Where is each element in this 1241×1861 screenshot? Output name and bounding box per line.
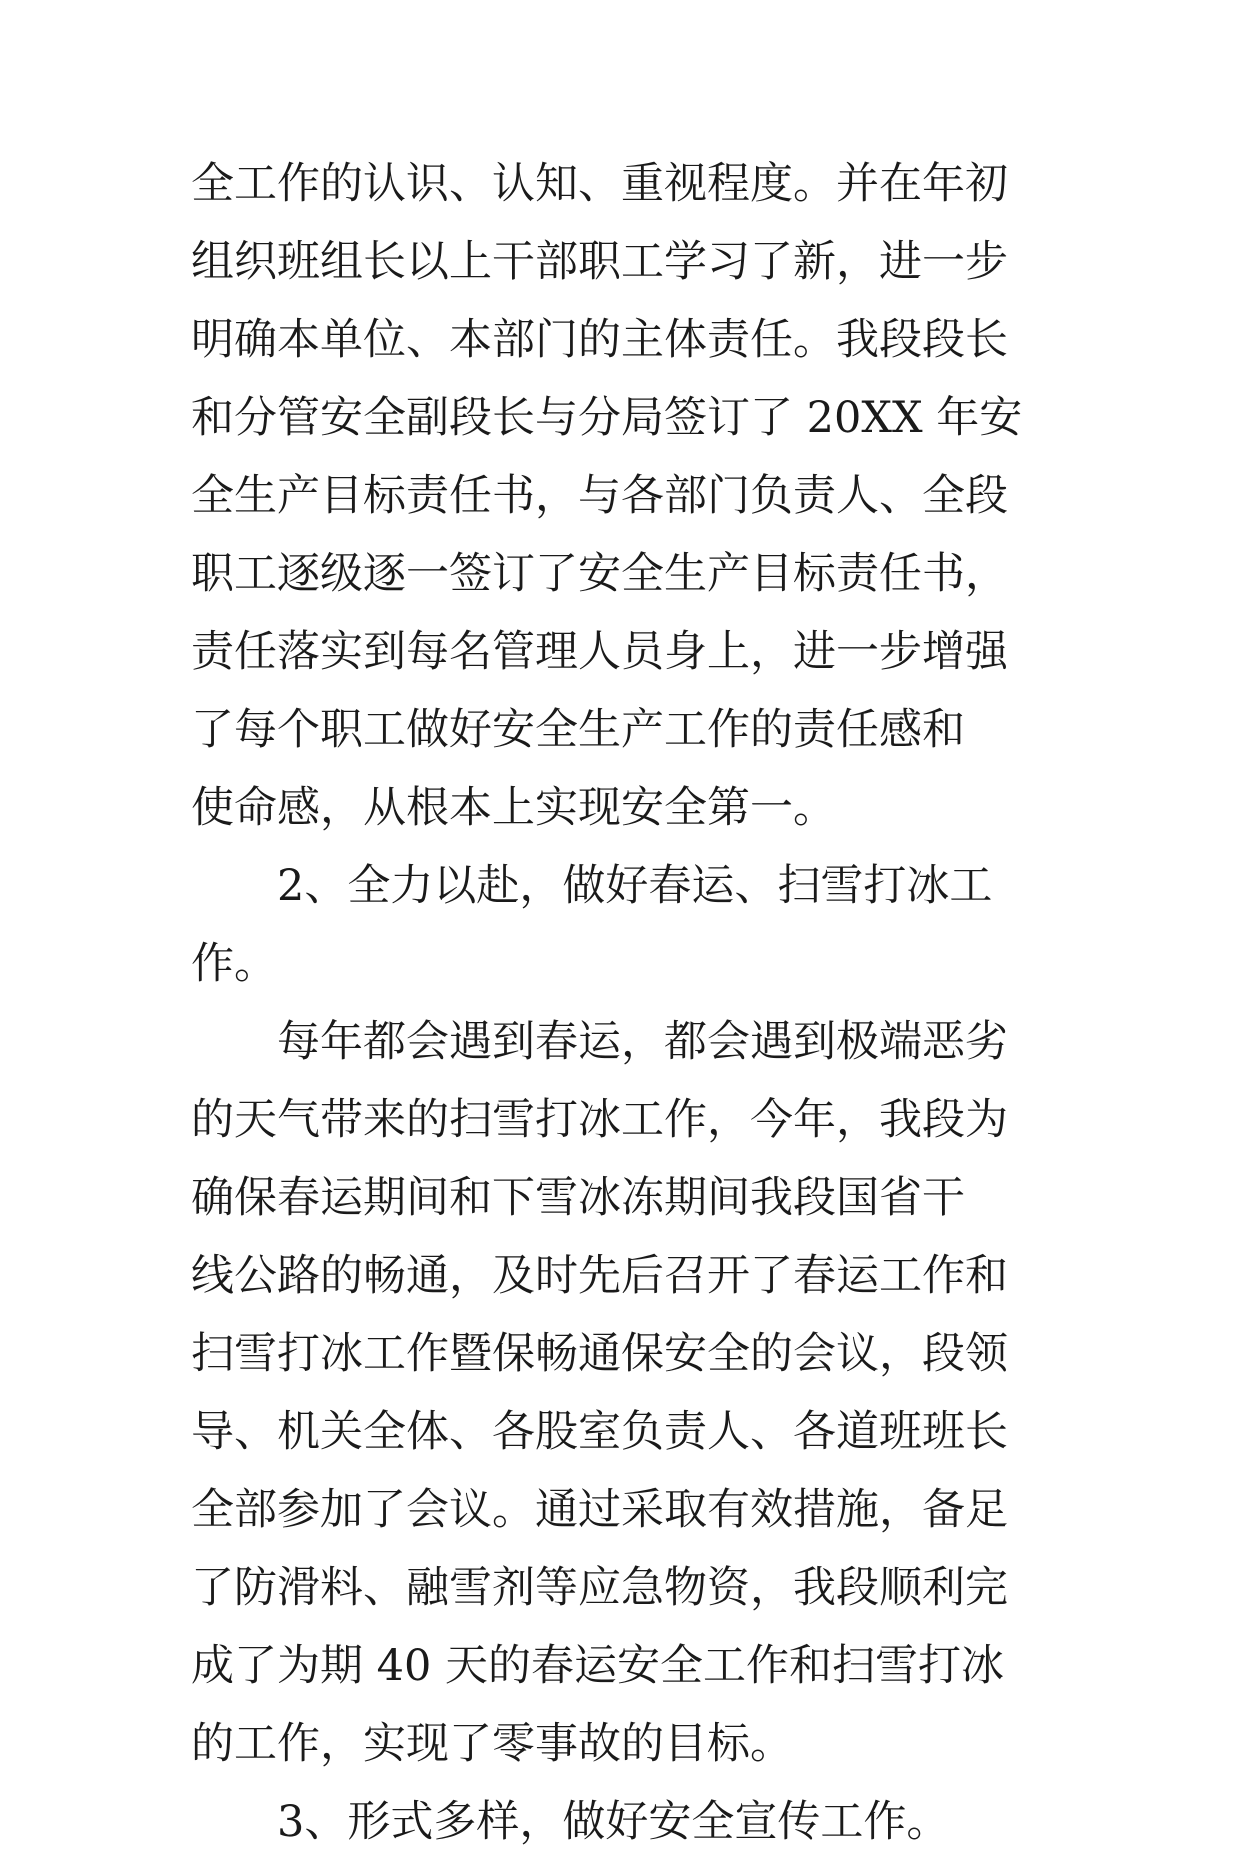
text-line: 全工作的认识、认知、重视程度。并在年初 (191, 159, 1008, 209)
text-line: 全生产目标责任书，与各部门负责人、全段 (191, 471, 1008, 521)
text-line: 成了为期 40 天的春运安全工作和扫雪打冰 (191, 1641, 1005, 1691)
text-line: 扫雪打冰工作暨保畅通保安全的会议，段领 (191, 1329, 1008, 1379)
text-line: 的天气带来的扫雪打冰工作，今年，我段为 (191, 1095, 1008, 1145)
text-line: 组织班组长以上干部职工学习了新，进一步 (191, 237, 1008, 287)
document-body (191, 145, 1071, 1861)
section-heading-2: 2、全力以赴，做好春运、扫雪打冰工 (277, 861, 993, 911)
paragraph-start: 每年都会遇到春运，都会遇到极端恶劣 (277, 1017, 1008, 1067)
text-line: 线公路的畅通，及时先后召开了春运工作和 (191, 1251, 1008, 1301)
text-line: 明确本单位、本部门的主体责任。我段段长 (191, 315, 1008, 365)
text-line: 使命感，从根本上实现安全第一。 (191, 783, 836, 833)
section-heading-3: 3、形式多样，做好安全宣传工作。 (277, 1797, 950, 1847)
text-line: 全部参加了会议。通过采取有效措施，备足 (191, 1485, 1008, 1535)
text-line: 和分管安全副段长与分局签订了 20XX 年安 (191, 393, 1023, 443)
text-line: 职工逐级逐一签订了安全生产目标责任书， (191, 549, 1008, 599)
text-line: 确保春运期间和下雪冰冻期间我段国省干 (191, 1173, 965, 1223)
text-line: 了每个职工做好安全生产工作的责任感和 (191, 705, 965, 755)
text-line: 的工作，实现了零事故的目标。 (191, 1719, 793, 1769)
text-line: 作。 (191, 939, 277, 989)
text-line: 导、机关全体、各股室负责人、各道班班长 (191, 1407, 1008, 1457)
text-line: 了防滑料、融雪剂等应急物资，我段顺利完 (191, 1563, 1008, 1613)
text-line: 责任落实到每名管理人员身上，进一步增强 (191, 627, 1008, 677)
